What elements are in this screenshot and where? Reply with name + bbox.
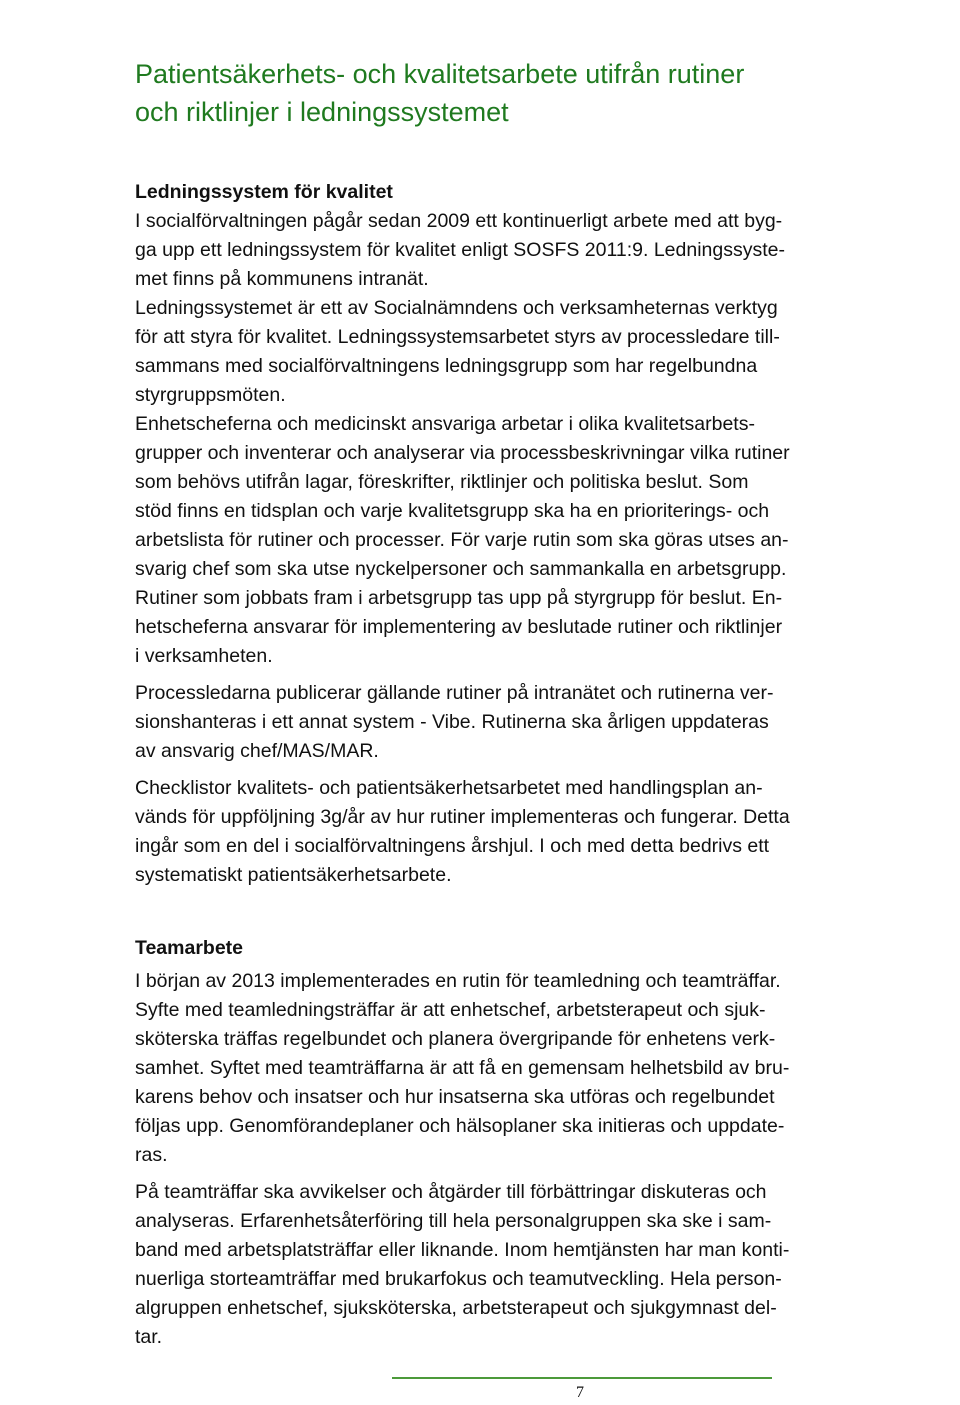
paragraph: Enhetscheferna och medicinskt ansvariga arbetar i olika kvalitetsarbets- grupper och inventerar och analyserar via processbeskrivningar vilka rutiner som behövs utifrån lagar, föreskrifter, riktlinjer och politiska beslut. Som stöd finns en tidsplan och varje kvalitetsgrupp ska ha en prioriterings- och arbetslista för rutiner och processer. För varje rutin som ska göras utses an- svarig chef som ska utse nyckelpersoner och sammankalla en arbetsgrupp. Rutiner som jobbats fram i arbetsgrupp tas upp på styrgrupp för beslut. En- hetscheferna ansvarar för implementering av beslutade rutiner och riktlinjer i verksamheten. <box>135 413 790 667</box>
paragraph: I socialförvaltningen pågår sedan 2009 ett kontinuerligt arbete med att byg- ga upp ett ledningssystem för kvalitet enligt SOSFS 2011:9. Ledningssyste- met finns på kommunens intranät. <box>135 210 785 290</box>
section-heading: Teamarbete <box>135 937 244 959</box>
paragraph: I början av 2013 implementerades en rutin för teamledning och teamträffar. Syfte med teamledningsträffar är att enhetschef, arbetsterapeut och sjuk- sköterska träffas regelbundet och planera övergripande för enhetens verk- samhet. Syftet med teamträffarna är att få en gemensam helhetsbild av bru- karens behov och insatser och hur insatserna ska utföras och regelbundet följas upp. Genomförandeplaner och hälsoplaner ska initieras och uppdate- ras. <box>135 970 790 1166</box>
document-title: Patientsäkerhets- och kvalitetsarbete utifrån rutiner och riktlinjer i ledningssystemet <box>135 59 745 127</box>
document-page <box>135 55 935 1352</box>
section-heading: Ledningssystem för kvalitet <box>135 181 393 203</box>
section-teamarbete <box>135 934 935 1352</box>
footer-rule <box>392 1377 772 1379</box>
paragraph: Checklistor kvalitets- och patientsäkerhetsarbetet med handlingsplan an- vänds för uppföljning 3g/år av hur rutiner implementeras och fungerar. Detta ingår som en del i socialförvaltningens årshjul. I och med detta bedrivs ett systematiskt patientsäkerhetsarbete. <box>135 777 790 886</box>
page-number: 7 <box>576 1384 584 1401</box>
paragraph: På teamträffar ska avvikelser och åtgärder till förbättringar diskuteras och analyseras. Erfarenhetsåterföring till hela personalgruppen ska ske i sam- band med arbetsplatsträffar eller liknande. Inom hemtjänsten har man konti- nuerliga storteamträffar med brukarfokus och teamutveckling. Hela person- algruppen enhetschef, sjuksköterska, arbetsterapeut och sjukgymnast del- tar. <box>135 1181 790 1348</box>
section-ledningssystem <box>135 178 935 890</box>
paragraph: Ledningssystemet är ett av Socialnämndens och verksamheternas verktyg för att styra för kvalitet. Ledningssystemsarbetet styrs av processledare till- sammans med socialförvaltningens ledningsgrupp som har regelbundna styrgruppsmöten. <box>135 297 780 406</box>
paragraph: Processledarna publicerar gällande rutiner på intranätet och rutinerna ver- sionshanteras i ett annat system - Vibe. Rutinerna ska årligen uppdateras av ansvarig chef/MAS/MAR. <box>135 682 774 762</box>
